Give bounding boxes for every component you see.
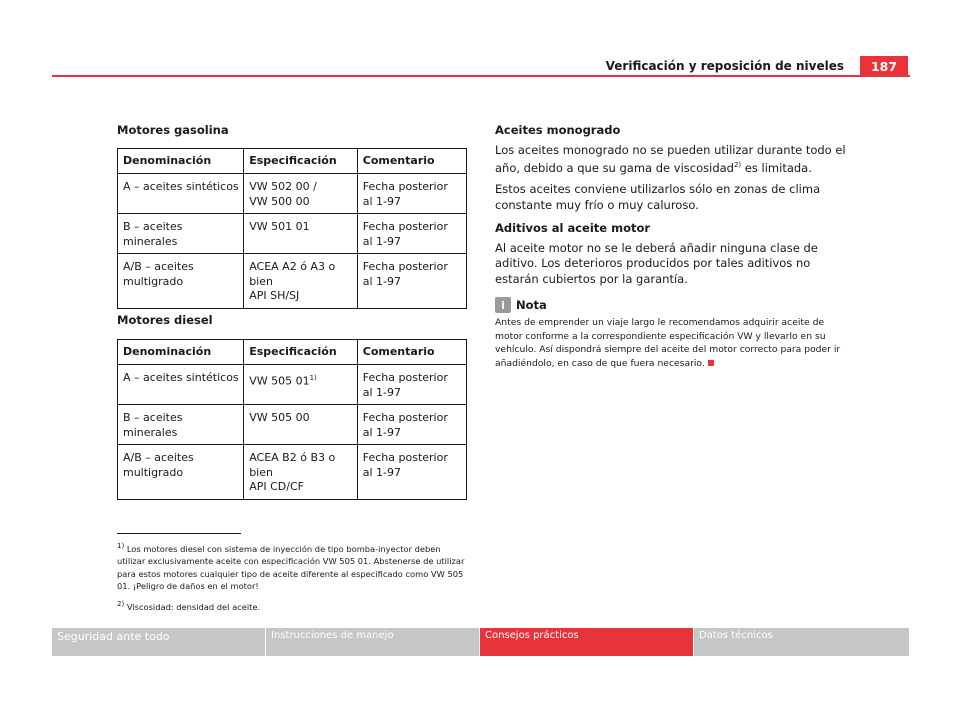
table-header-row	[118, 340, 467, 365]
footer-tab-datos[interactable]: Datos técnicos	[694, 628, 909, 656]
footnote-ref: 1)	[309, 374, 317, 382]
table-cell: Fecha posterior al 1-97	[357, 174, 466, 214]
gasolina-table	[117, 148, 467, 309]
footer-nav	[52, 628, 910, 656]
running-header-title: Verificación y reposición de niveles	[605, 59, 844, 73]
table-cell: Fecha posterior al 1-97	[357, 445, 466, 500]
footer-tab-instrucciones[interactable]: Instrucciones de manejo	[266, 628, 479, 656]
paragraph-text: Los aceites monogrado no se pueden utilizar durante todo el año, debido a que su gama de viscosidad	[495, 142, 846, 175]
footnote-text: Los motores diesel con sistema de inyección de tipo bomba-inyector deben utilizar exclusivamente aceite con especificación VW 505 01. Abstenerse de utilizar para estos motores cualquier tipo de aceite diferente al especificado como VW 505 01. ¡Peligro de daños en el motor!	[117, 543, 465, 592]
table-row	[118, 445, 467, 500]
header-rule	[52, 75, 910, 77]
page-number: 187	[860, 56, 908, 77]
monogrado-paragraph-1	[495, 143, 850, 177]
table-cell: ACEA A2 ó A3 o bien API SH/SJ	[244, 254, 358, 309]
table-row	[118, 174, 467, 214]
column-header: Especificación	[244, 149, 358, 174]
footnote-text: Viscosidad: densidad del aceite.	[126, 601, 261, 612]
nota-label: Nota	[516, 297, 547, 312]
table-cell: VW 501 01	[244, 214, 358, 254]
table-row	[118, 405, 467, 445]
diesel-section-title: Motores diesel	[117, 313, 213, 327]
table-row	[118, 254, 467, 309]
monogrado-paragraph-2: Estos aceites conviene utilizarlos sólo en zonas de clima constante muy frío o muy caluroso.	[495, 182, 821, 212]
table-cell: A – aceites sintéticos	[118, 174, 244, 214]
column-header: Especificación	[244, 340, 358, 365]
table-cell: ACEA B2 ó B3 o bien API CD/CF	[244, 445, 358, 500]
footnote	[117, 540, 467, 593]
right-column	[495, 123, 850, 370]
footnote-rule	[117, 533, 241, 534]
column-header: Denominación	[118, 340, 244, 365]
table-cell: Fecha posterior al 1-97	[357, 214, 466, 254]
table-cell: Fecha posterior al 1-97	[357, 254, 466, 309]
footnote	[117, 598, 467, 613]
nota-text: Antes de emprender un viaje largo le recomendamos adquirir aceite de motor conforme a la correspondiente especificación VW y llevarlo en su vehículo. Así dispondrá siempre del aceite del motor correcto para poder ir añadiéndolo, en caso de que fuera necesario.	[495, 317, 841, 369]
table-row	[118, 365, 467, 405]
end-of-section-mark	[708, 360, 714, 366]
table-cell: B – aceites minerales	[118, 214, 244, 254]
table-cell: VW 505 00	[244, 405, 358, 445]
paragraph-text: es limitada.	[741, 160, 812, 175]
column-header: Comentario	[357, 149, 466, 174]
table-cell: Fecha posterior al 1-97	[357, 365, 466, 405]
footnote-ref: 2)	[733, 161, 742, 169]
table-cell: Fecha posterior al 1-97	[357, 405, 466, 445]
table-row	[118, 214, 467, 254]
footnote-marker: 2)	[117, 599, 125, 608]
table-cell	[244, 365, 358, 405]
info-icon: i	[495, 297, 511, 313]
table-cell: A/B – aceites multigrado	[118, 254, 244, 309]
footer-tab-consejos[interactable]: Consejos prácticos	[480, 628, 693, 656]
gasolina-section-title: Motores gasolina	[117, 123, 229, 137]
table-cell-text: VW 505 01	[249, 374, 310, 388]
table-cell: A – aceites sintéticos	[118, 365, 244, 405]
column-header: Comentario	[357, 340, 466, 365]
aditivos-paragraph: Al aceite motor no se le deberá añadir ninguna clase de aditivo. Los deterioros producidos por tales aditivos no estarán cubiertos por la garantía.	[495, 240, 818, 286]
aditivos-heading: Aditivos al aceite motor	[495, 221, 651, 236]
nota-header	[495, 297, 850, 313]
table-cell: B – aceites minerales	[118, 405, 244, 445]
footer-tab-seguridad[interactable]: Seguridad ante todo	[52, 628, 265, 656]
monogrado-heading: Aceites monogrado	[495, 123, 621, 137]
diesel-table	[117, 339, 467, 500]
footnote-marker: 1)	[117, 542, 125, 550]
table-cell: VW 502 00 / VW 500 00	[244, 174, 358, 214]
nota-text-block	[495, 316, 850, 370]
table-cell: A/B – aceites multigrado	[118, 445, 244, 500]
table-header-row	[118, 149, 467, 174]
footnotes	[117, 540, 467, 618]
column-header: Denominación	[118, 149, 244, 174]
